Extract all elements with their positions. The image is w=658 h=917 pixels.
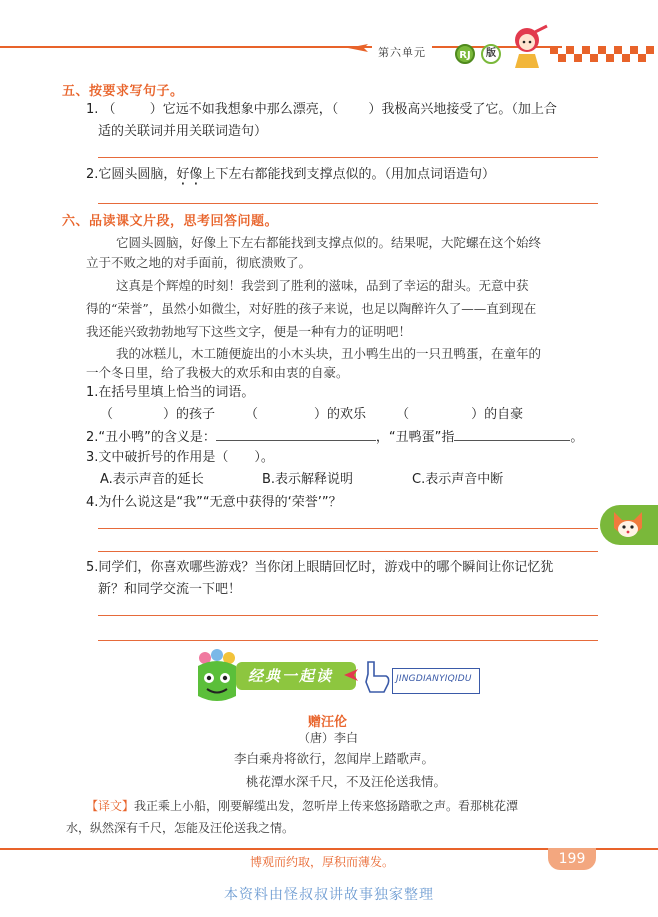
credit-watermark: 本资料由怪叔叔讲故事独家整理 bbox=[224, 887, 434, 903]
translation-line-2: 水，纵然深有千尺，怎能及汪伦送我之情。 bbox=[66, 821, 295, 835]
s6-q5-line1: 5.同学们，你喜欢哪些游戏？当你闭上眼睛回忆时，游戏中的哪个瞬间让你记忆犹 bbox=[86, 560, 554, 575]
s6-q3: 3.文中破折号的作用是（ ）。 bbox=[86, 450, 274, 465]
passage-line: 立于不败之地的对手面前，彻底溃败了。 bbox=[86, 255, 312, 270]
s6-q1: 1.在括号里填上恰当的词语。 bbox=[86, 385, 255, 400]
s6-q2-blank-1[interactable] bbox=[216, 440, 376, 441]
translation-line-1 bbox=[86, 796, 518, 816]
s5-q1-answer-line[interactable] bbox=[98, 157, 598, 158]
s5-q1-num: 1. bbox=[86, 102, 99, 117]
s6-q5-line2: 新？和同学交流一下吧！ bbox=[98, 582, 242, 597]
passage-line: 我还能兴致勃勃地写下这些文字，便是一种有力的证明吧！ bbox=[86, 324, 412, 339]
unit-label: 第六单元 bbox=[372, 44, 432, 62]
passage-line: 我的冰糕儿，木工随便旋出的小木头块，丑小鸭生出的一只丑鸭蛋，在童年的 bbox=[116, 346, 542, 361]
translation-label: 【译文】 bbox=[86, 799, 135, 813]
poem-author: （唐）李白 bbox=[298, 731, 359, 745]
s6-q1-fill-row bbox=[100, 405, 523, 425]
poem-title: 赠汪伦 bbox=[308, 715, 348, 730]
section-6-title: 六、品读课文片段，思考回答问题。 bbox=[62, 214, 279, 229]
s5-q1-c: ）我极高兴地接受了它。（加上合 bbox=[368, 102, 557, 117]
s6-q2-a: 2.“丑小鸭”的含义是： bbox=[86, 430, 216, 445]
s6-q2-blank-2[interactable] bbox=[454, 440, 570, 441]
s5-q1 bbox=[86, 100, 557, 120]
s5-q1-a: （ bbox=[102, 102, 116, 117]
s5-q1-b: ）它远不如我想象中那么漂亮，（ bbox=[149, 102, 339, 117]
s6-q5-answer-line[interactable] bbox=[98, 615, 598, 616]
s6-q1-phrase-1: ）的孩子 bbox=[163, 407, 216, 422]
s5-q2-answer-line[interactable] bbox=[98, 203, 598, 204]
passage-line: 得的“荣誉”，虽然小如微尘，对好胜的孩子来说，也足以陶醉许久了——直到现在 bbox=[86, 301, 537, 316]
header-rule bbox=[0, 46, 562, 48]
s5-q1-line2: 适的关联词并用关联词造句） bbox=[98, 124, 268, 139]
pointing-hand-icon bbox=[362, 660, 392, 694]
page-number: 199 bbox=[548, 848, 596, 870]
s6-q5-answer-line[interactable] bbox=[98, 640, 598, 641]
footer-motto: 博观而约取，厚积而薄发。 bbox=[250, 855, 395, 869]
s6-q3-option-b[interactable]: B.表示解释说明 bbox=[262, 472, 354, 487]
green-monster-icon bbox=[192, 648, 242, 706]
s6-q1-phrase-2: ）的欢乐 bbox=[314, 407, 367, 422]
passage-line: 这真是个辉煌的时刻！我尝到了胜利的滋味，品到了幸运的甜头。无意中获 bbox=[116, 278, 529, 293]
s6-q4: 4.为什么说这是“我”“无意中获得的‘荣誉’”？ bbox=[86, 495, 342, 510]
s6-q1-phrase-3: ）的自豪 bbox=[471, 407, 524, 422]
s5-q2-pre: 2.它圆头圆脑， bbox=[86, 167, 177, 182]
poem-line-2: 桃花潭水深千尺，不及汪伦送我情。 bbox=[246, 774, 447, 789]
s6-q4-answer-line[interactable] bbox=[98, 551, 598, 552]
s6-q1-paren-open-3: （ bbox=[396, 407, 410, 422]
s6-q3-option-a[interactable]: A.表示声音的延长 bbox=[100, 472, 204, 487]
arrow-icon bbox=[344, 668, 358, 682]
checker-pattern-icon bbox=[550, 42, 658, 66]
edition-badge-ban: 版 bbox=[481, 44, 501, 64]
edition-badge-rj: RJ bbox=[455, 44, 475, 64]
s5-q2-post: 上下左右都能找到支撑点似的。（用加点词语造句） bbox=[202, 167, 495, 182]
s6-q1-paren-open-1: （ bbox=[100, 407, 114, 422]
passage-line: 它圆头圆脑，好像上下左右都能找到支撑点似的。结果呢，大陀螺在这个始终 bbox=[116, 235, 542, 250]
s6-q2-b: ，“丑鸭蛋”指 bbox=[375, 430, 455, 445]
girl-mascot-icon bbox=[505, 22, 551, 70]
s5-q2-dot-word-2: 像 bbox=[189, 167, 203, 182]
s6-q4-answer-line[interactable] bbox=[98, 528, 598, 529]
banner-title: 经典一起读 bbox=[248, 667, 334, 685]
poem-line-1: 李白乘舟将欲行，忽闻岸上踏歌声。 bbox=[234, 751, 435, 766]
translation-text-1: 我正乘上小船，刚要解缆出发，忽听岸上传来悠扬踏歌之声。看那桃花潭 bbox=[134, 799, 519, 813]
section-5-title: 五、按要求写句子。 bbox=[62, 84, 184, 99]
s6-q2 bbox=[86, 428, 583, 448]
passage-line: 一个冬日里，给了我极大的欢乐和由衷的自豪。 bbox=[86, 365, 349, 380]
banner-pinyin: JINGDIANYIQIDU bbox=[396, 674, 472, 684]
fox-mascot-icon bbox=[610, 508, 646, 542]
s6-q2-c: 。 bbox=[570, 430, 584, 445]
airplane-icon bbox=[346, 40, 370, 56]
s6-q1-paren-open-2: （ bbox=[245, 407, 259, 422]
s5-q2-dot-word-1: 好 bbox=[176, 167, 190, 182]
s5-q2 bbox=[86, 165, 495, 185]
s6-q3-option-c[interactable]: C.表示声音中断 bbox=[412, 472, 504, 487]
